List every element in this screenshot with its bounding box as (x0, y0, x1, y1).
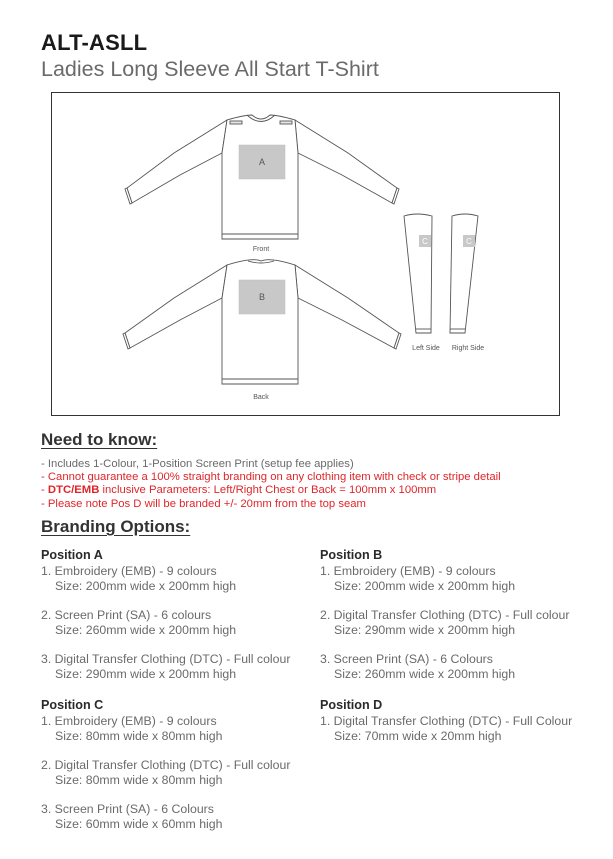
position-d (320, 698, 572, 758)
position-c (41, 698, 290, 846)
option-size: Size: 260mm wide x 200mm high (334, 667, 516, 681)
branding-option (41, 758, 290, 788)
option-method: 2. Screen Print (SA) - 6 colours (41, 608, 212, 622)
option-method: 2. Digital Transfer Clothing (DTC) - Full colour (41, 758, 291, 772)
left-side-sleeve (404, 214, 432, 333)
branding-option (41, 608, 290, 638)
position-b (320, 548, 569, 696)
branding-option (41, 652, 290, 682)
note-line (41, 484, 501, 497)
garment-diagram (51, 92, 560, 416)
option-size: Size: 70mm wide x 20mm high (334, 729, 502, 743)
note-line: - Includes 1-Colour, 1-Position Screen Print (setup fee applies) (41, 458, 354, 470)
option-method: 3. Digital Transfer Clothing (DTC) - Full colour (41, 652, 291, 666)
position-title: Position C (41, 698, 104, 712)
front-label: Front (252, 246, 270, 253)
back-shirt (123, 260, 401, 384)
back-label: Back (253, 394, 269, 401)
option-size: Size: 60mm wide x 60mm high (55, 817, 223, 831)
zone-c-left-label: C (422, 237, 428, 246)
option-size: Size: 80mm wide x 80mm high (55, 773, 223, 787)
note-line: - Please note Pos D will be branded +/- 20mm from the top seam (41, 497, 366, 510)
need-to-know-heading: Need to know: (41, 430, 158, 449)
zone-c-right-label: C (466, 237, 472, 246)
option-method: 2. Digital Transfer Clothing (DTC) - Full colour (320, 608, 570, 622)
right-side-sleeve (450, 214, 478, 333)
position-title: Position B (320, 548, 383, 562)
need-to-know-notes (41, 458, 501, 511)
branding-option (41, 714, 290, 744)
position-title: Position A (41, 548, 103, 562)
option-size: Size: 200mm wide x 200mm high (334, 579, 516, 593)
branding-option (320, 714, 572, 744)
branding-option (41, 564, 290, 594)
garment-illustration (52, 93, 561, 417)
note-line: - Cannot guarantee a 100% straight branding on any clothing item with check or stripe detail (41, 471, 501, 484)
option-size: Size: 290mm wide x 200mm high (334, 623, 516, 637)
option-method: 1. Embroidery (EMB) - 9 colours (41, 714, 217, 728)
position-title: Position D (320, 698, 383, 712)
option-method: 1. Embroidery (EMB) - 9 colours (41, 564, 217, 578)
branding-option (41, 802, 290, 832)
option-size: Size: 290mm wide x 200mm high (55, 667, 237, 681)
option-size: Size: 80mm wide x 80mm high (55, 729, 223, 743)
branding-option (320, 652, 569, 682)
option-method: 1. Digital Transfer Clothing (DTC) - Full Colour (320, 714, 573, 728)
option-size: Size: 200mm wide x 200mm high (55, 579, 237, 593)
position-a (41, 548, 290, 696)
note-rest: inclusive Parameters: Left/Right Chest or Back = 100mm x 100mm (99, 484, 437, 497)
zone-a-label: A (258, 157, 266, 167)
branding-option (320, 564, 569, 594)
zone-b-label: B (258, 292, 266, 302)
right-side-label: Right Side (451, 345, 485, 352)
option-method: 3. Screen Print (SA) - 6 Colours (320, 652, 493, 666)
option-size: Size: 260mm wide x 200mm high (55, 623, 237, 637)
note-bold: DTC/EMB (47, 484, 100, 497)
product-code: ALT-ASLL (41, 30, 148, 55)
note-prefix: - (41, 484, 48, 497)
option-method: 1. Embroidery (EMB) - 9 colours (320, 564, 496, 578)
option-method: 3. Screen Print (SA) - 6 Colours (41, 802, 214, 816)
branding-options-heading: Branding Options: (41, 517, 191, 536)
product-name: Ladies Long Sleeve All Start T-Shirt (41, 57, 379, 81)
left-side-label: Left Side (412, 345, 440, 352)
branding-option (320, 608, 569, 638)
